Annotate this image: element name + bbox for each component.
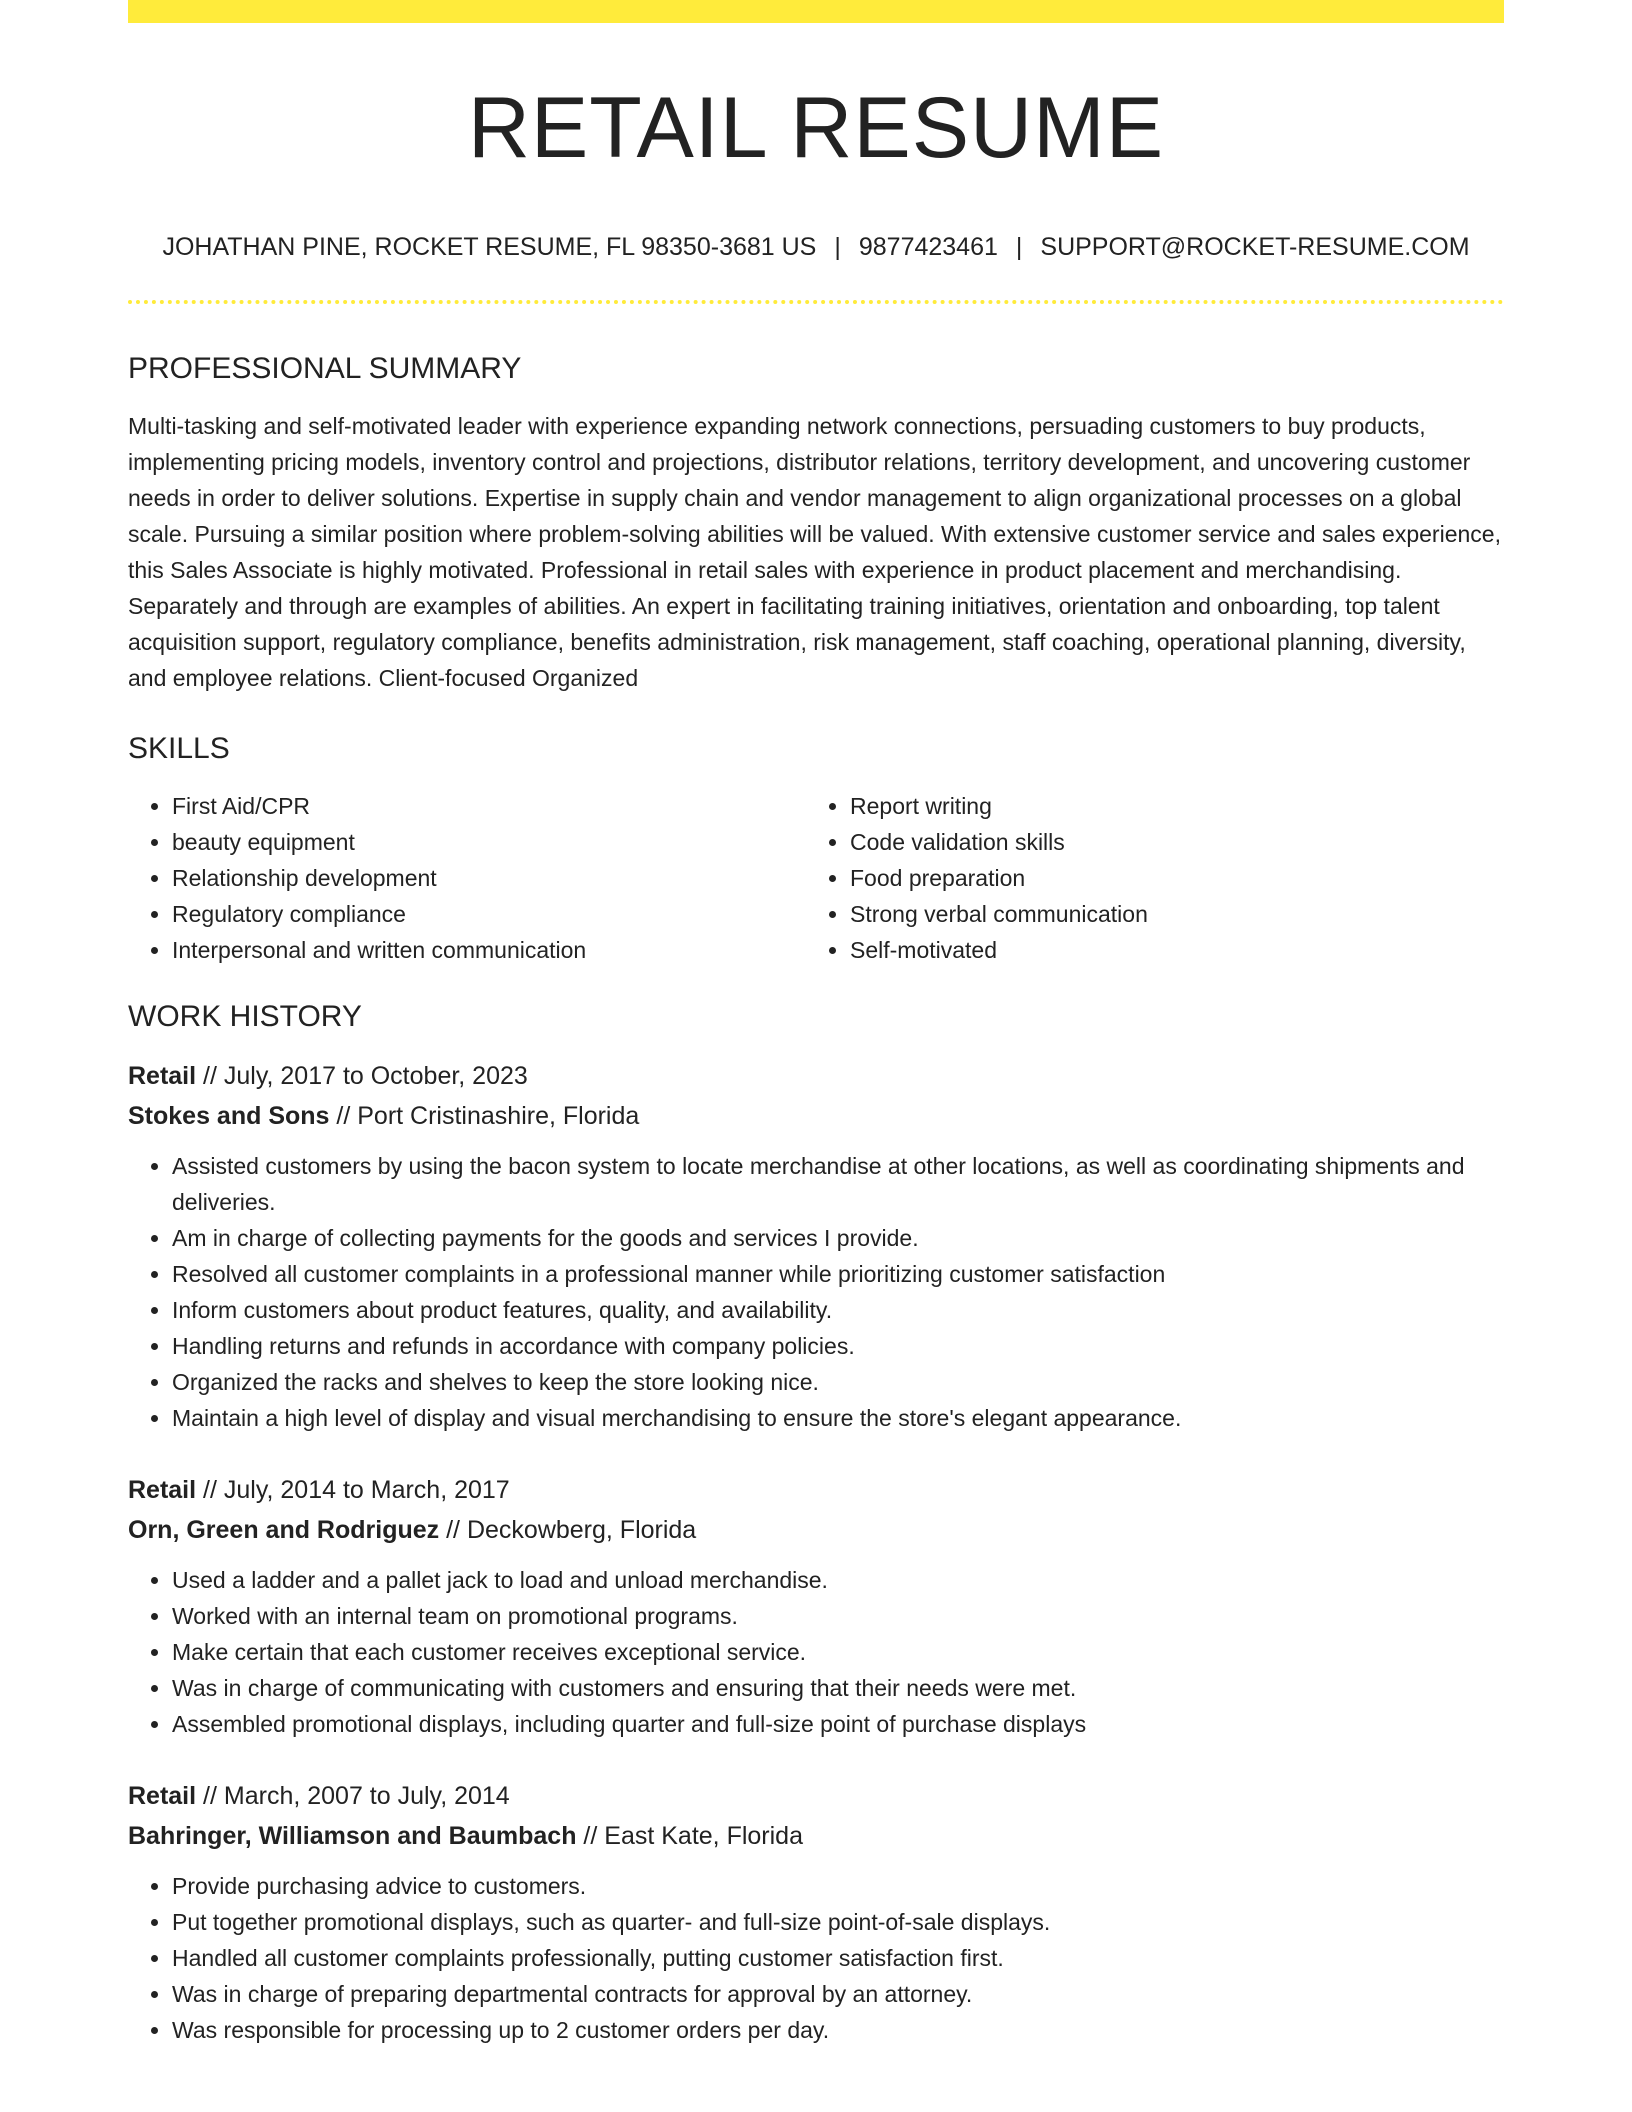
job-entry <box>128 1056 1504 1436</box>
skill-item: • Strong verbal communication <box>850 896 1484 932</box>
job-duty: • Was in charge of preparing departmental contracts for approval by an attorney. <box>172 1976 1504 2012</box>
skill-item: • Regulatory compliance <box>172 896 806 932</box>
contact-separator: | <box>1015 233 1023 261</box>
contact-line <box>128 235 1504 260</box>
job-duty: • Worked with an internal team on promotional programs. <box>172 1598 1504 1634</box>
job-duty: • Put together promotional displays, such as quarter- and full-size point-of-sale displays. <box>172 1904 1504 1940</box>
skill-item: • Code validation skills <box>850 824 1484 860</box>
job-divider: // <box>196 1062 224 1090</box>
skill-item: • Report writing <box>850 788 1484 824</box>
job-divider: // <box>576 1822 605 1850</box>
job-duty: • Used a ladder and a pallet jack to load and unload merchandise. <box>172 1562 1504 1598</box>
job-duty: • Assisted customers by using the bacon system to locate merchandise at other locations, as well as coordinating shipments and deliveries. <box>172 1148 1504 1220</box>
accent-top-bar <box>128 0 1504 23</box>
job-duty: • Handled all customer complaints professionally, putting customer satisfaction first. <box>172 1940 1504 1976</box>
contact-separator: | <box>834 233 841 261</box>
contact-address: JOHATHAN PINE, ROCKET RESUME, FL 98350-3681 US <box>162 233 817 261</box>
job-duty: • Was responsible for processing up to 2 customer orders per day. <box>172 2012 1504 2048</box>
skills-column-right <box>806 788 1484 968</box>
job-title: Retail <box>128 1062 197 1090</box>
job-location: East Kate, Florida <box>604 1822 803 1850</box>
dotted-divider <box>128 300 1504 304</box>
job-location: Port Cristinashire, Florida <box>357 1102 640 1130</box>
skills-column-left <box>128 788 806 968</box>
job-dates: July, 2014 to March, 2017 <box>223 1476 510 1504</box>
job-company-line <box>128 1096 1504 1136</box>
job-duty: • Am in charge of collecting payments for the goods and services I provide. <box>172 1220 1504 1256</box>
job-divider: // <box>439 1516 467 1544</box>
job-divider: // <box>196 1476 224 1504</box>
skill-item: • Self-motivated <box>850 932 1484 968</box>
job-title-line <box>128 1776 1504 1816</box>
job-duty: • Maintain a high level of display and visual merchandising to ensure the store's elegant appearance. <box>172 1400 1504 1436</box>
skills-heading: SKILLS <box>128 732 230 765</box>
work-history-heading: WORK HISTORY <box>128 1000 362 1033</box>
job-duty: • Provide purchasing advice to customers. <box>172 1868 1504 1904</box>
job-company: Orn, Green and Rodriguez <box>128 1516 440 1544</box>
job-location: Deckowberg, Florida <box>466 1516 697 1544</box>
job-dates: March, 2007 to July, 2014 <box>223 1782 510 1810</box>
skill-item: • Relationship development <box>172 860 806 896</box>
job-title: Retail <box>128 1782 197 1810</box>
job-duty: • Resolved all customer complaints in a professional manner while prioritizing customer satisfaction <box>172 1256 1504 1292</box>
job-company: Stokes and Sons <box>128 1102 330 1130</box>
job-duties <box>128 1148 1504 1436</box>
job-company-line <box>128 1816 1504 1856</box>
job-duty: • Assembled promotional displays, including quarter and full-size point of purchase displays <box>172 1706 1504 1742</box>
contact-email: SUPPORT@ROCKET-RESUME.COM <box>1040 233 1470 261</box>
job-entry <box>128 1776 1504 2048</box>
summary-text: Multi-tasking and self-motivated leader with experience expanding network connections, persuading customers to buy products, implementing pricing models, inventory control and projections, distributor relations, territory development, and uncovering customer needs in order to deliver solutions. Expertise in supply chain and vendor management to align organizational processes on a global scale. Pursuing a similar position where problem-solving abilities will be valued. With extensive customer service and sales experience, this Sales Associate is highly motivated. Professional in retail sales with experience in product placement and merchandising. Separately and through are examples of abilities. An expert in facilitating training initiatives, orientation and onboarding, top talent acquisition support, regulatory compliance, benefits administration, risk management, staff coaching, operational planning, diversity, and employee relations. Client-focused Organized <box>128 413 1501 691</box>
job-duties <box>128 1868 1504 2048</box>
resume-title: RETAIL RESUME <box>467 80 1165 176</box>
skill-item: • Interpersonal and written communication <box>172 932 806 968</box>
job-dates: July, 2017 to October, 2023 <box>223 1062 528 1090</box>
skill-item: • First Aid/CPR <box>172 788 806 824</box>
job-duty: • Handling returns and refunds in accordance with company policies. <box>172 1328 1504 1364</box>
job-duty: • Inform customers about product features, quality, and availability. <box>172 1292 1504 1328</box>
job-divider: // <box>196 1782 224 1810</box>
summary-heading: PROFESSIONAL SUMMARY <box>128 352 522 385</box>
job-company-line <box>128 1510 1504 1550</box>
skill-item: • Food preparation <box>850 860 1484 896</box>
contact-phone: 9877423461 <box>858 233 998 261</box>
resume-page <box>128 0 1504 2048</box>
job-company: Bahringer, Williamson and Baumbach <box>128 1822 577 1850</box>
job-duty: • Organized the racks and shelves to keep the store looking nice. <box>172 1364 1504 1400</box>
job-duty: • Was in charge of communicating with customers and ensuring that their needs were met. <box>172 1670 1504 1706</box>
job-divider: // <box>329 1102 358 1130</box>
skill-item: • beauty equipment <box>172 824 806 860</box>
job-title: Retail <box>128 1476 197 1504</box>
job-duty: • Make certain that each customer receives exceptional service. <box>172 1634 1504 1670</box>
job-duties <box>128 1562 1504 1742</box>
job-entry <box>128 1470 1504 1742</box>
job-title-line <box>128 1470 1504 1510</box>
job-title-line <box>128 1056 1504 1096</box>
skills-grid <box>128 788 1504 968</box>
